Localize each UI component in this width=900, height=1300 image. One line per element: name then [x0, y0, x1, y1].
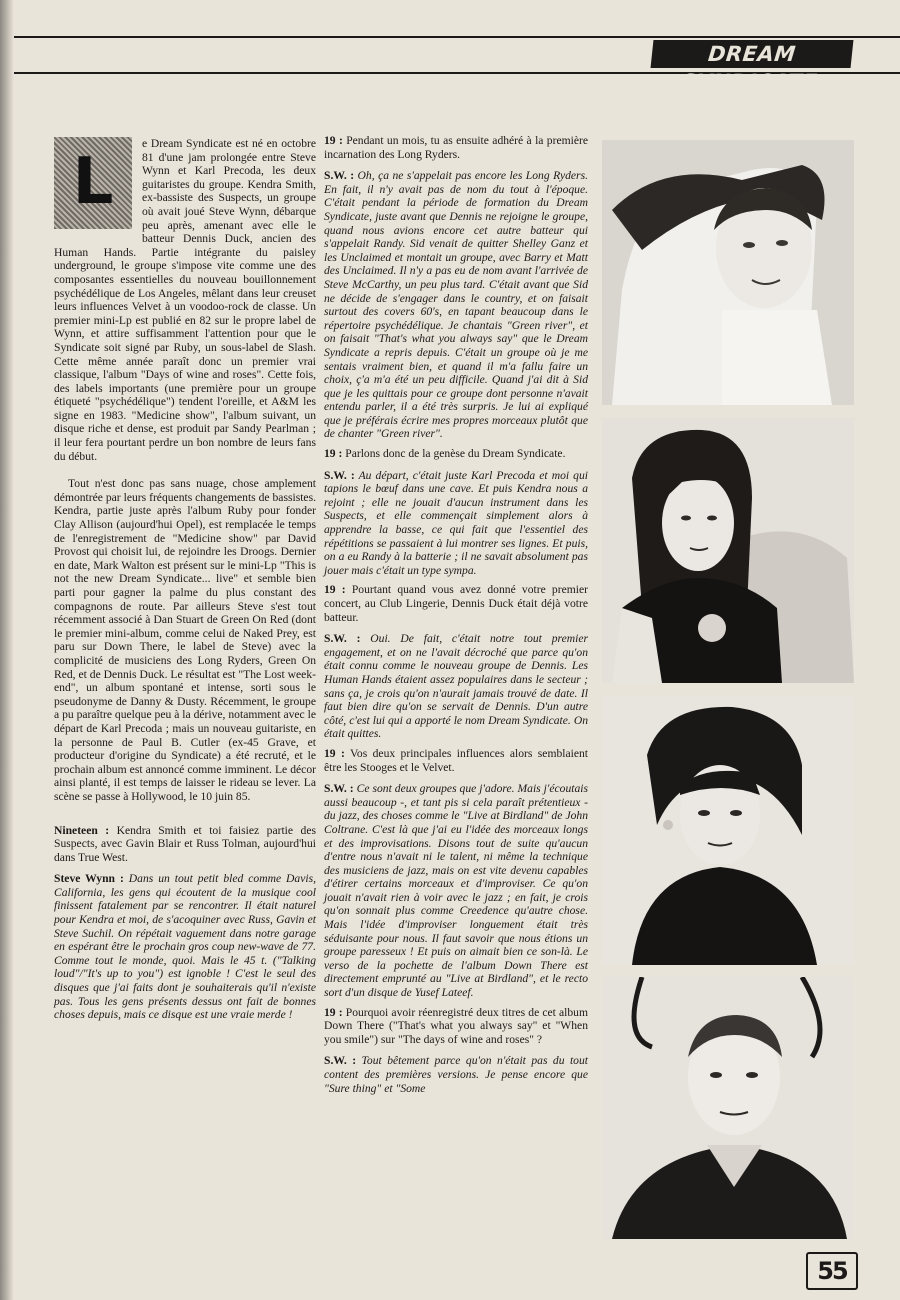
speaker-label: 19 : — [324, 746, 345, 760]
question-1 — [54, 824, 316, 865]
answer-6 — [324, 1054, 588, 1095]
question-4 — [324, 583, 588, 624]
page-spine-shadow — [0, 0, 14, 1300]
answer-4 — [324, 632, 588, 741]
answer-1 — [54, 872, 316, 1022]
question-text: Vos deux principales influences alors semblaient être les Stooges et le Velvet. — [324, 746, 589, 774]
answer-text: Oh, ça ne s'appelait pas encore les Long Ryders. En fait, il n'y avait pas de nom du tout à l'époque. C'était pendant la période de formation du Dream Syndicate, juste avant que Dennis ne rejoigne le groupe, quand nous avions encore cet autre batteur qui s'appelait Randy. Sid venait de quitter Shelley Ganz et les Unclaimed et montait un groupe, avec Barry et Matt des Unclaimed. Il n'y a pas eu de nom avant l'arrivée de Steve McCarthy, un peu plus tard. C'était avant que Sid ne décide de s'engager dans le country, et on faisait surtout des covers 60's, en tapant beaucoup dans le répertoire psychédélique. Je chantais "Green river", et on faisait "That's what you always say" que le Dream Syndicate a repris depuis. C'était un groupe où je me sentais vraiment bien, et quand il m'a fallu faire un choix, ç'a m'a été un peu difficile. Quand j'ai dit à Sid que je les quittais pour ce groupe dont personne n'avait entendu parler, il a été très surpris. Je lui ai expliqué que je préférais écrire mes propres morceaux plutôt que de chanter "Green river". — [324, 169, 588, 441]
speaker-label: 19 : — [324, 1005, 343, 1019]
interview-column — [324, 134, 588, 1101]
question-2 — [324, 134, 588, 161]
photo-band-member-4 — [602, 977, 854, 1239]
question-text: Kendra Smith et toi faisiez partie des Suspects, avec Gavin Blair et Russ Tolman, aujourd'hui dans True West. — [54, 823, 316, 864]
answer-text: Oui. De fait, c'était notre tout premier engagement, et on ne l'avait décroché que parce qu'on était connu comme le nouveau groupe de Dennis. Les Human Hands étaient assez populaires dans le secteur ; sans ça, je crois qu'on n'aurait jamais trouvé de date. Il faut bien dire qu'on se servait de Dennis. D'un autre côté, c'est lui qui a apporté le nom Dream Syndicate. On était quittes. — [324, 632, 588, 741]
question-text: Parlons donc de la genèse du Dream Syndicate. — [342, 447, 566, 461]
speaker-label: S.W. : — [324, 1054, 357, 1068]
intro-text-1: e Dream Syndicate est né en octobre 81 d'une jam prolongée entre Steve Wynn et Karl Precoda, les deux guitaristes du groupe. Kendra Smith, ex-bassiste des Suspects, un groupe où avait joué Steve Wynn, débarque peu après, amenant avec elle le batteur Dennis Duck, ancien des Human Hands. Partie intégrante du paisley underground, le groupe s'impose vite comme une des composantes essentielles du nouveau bouillonnement psychédélique de Los Angeles, mêlant dans leur creuset leurs influences Velvet à un voodoo-rock de classe. Un premier mini-Lp est publié en 82 sur le propre label de Wynn, et attire suffisamment l'attention pour que le Syndicate soit signé par Ruby, un sous-label de Slash. Cette même année paraît donc un premier vrai classique, l'album "Days of wine and roses". Cette fois, des labels importants (une première pour un groupe étiqueté "psychédélique") tendent l'oreille, et A&M les signe en 1983. "Medicine show", l'album suivant, un disque riche et dense, est produit par Sandy Pearlman ; il leur fera pourtant perdre un bon nombre de leurs fans du début. — [54, 137, 316, 463]
speaker-label: S.W. : — [324, 468, 355, 482]
answer-text: Ce sont deux groupes que j'adore. Mais j'écoutais aussi beaucoup -, et tant pis si cela paraît prétentieux - du jazz, des choses comme le "Live at Birdland" de John Coltrane. C'est là que j'ai eu l'idée des morceaux longs et des improvisations. Disons tout de suite qu'aucun d'entre nous n'avait ni le talent, ni même la technique des musiciens de jazz, mais on est vite devenu capables d'étirer certains morceaux et d'improviser. Ce qu'on jouait n'avait rien à voir avec le jazz ; en fait, je crois qu'on sonnait plus comme Creedence qu'autre chose. Mais l'idée d'improviser longuement était très séduisante pour nous. Il faut savoir que nous étions un groupe paresseux ! Et puis on aimait bien ce son-là. Le verso de la pochette de l'album Down There est directement emprunté au "Live at Birdland", et le recto sort d'un disque de Yusef Lateef. — [324, 782, 588, 1000]
question-text: Pourquoi avoir réenregistré deux titres de cet album Down There ("That's what you always say" et "When you smile") sur "The days of wine and roses" ? — [324, 1005, 588, 1046]
answer-text: Tout bêtement parce qu'on n'était pas du tout content des premières versions. Je pense encore que "Sure thing" et "Some — [324, 1054, 588, 1095]
dropcap-letter: L — [54, 137, 132, 229]
header-rule-top — [14, 36, 900, 38]
speaker-label: 19 : — [324, 583, 346, 597]
speaker-label: S.W. : — [324, 782, 354, 796]
speaker-label: S.W. : — [324, 169, 355, 183]
question-5 — [324, 747, 588, 774]
answer-3 — [324, 469, 588, 578]
intro-paragraph-1 — [54, 137, 316, 463]
answer-text: Dans un tout petit bled comme Davis, California, les gens qui écoutent de la musique cool finissent fatalement par se rencontrer. Il était naturel pour Kendra et moi, de s'acoquiner avec Russ, Gavin et Steve Suchil. On répétait vaguement dans notre garage en espérant être le prochain gros coup new-wave de 77. Comme tout le monde, quoi. Mais le 45 t. ("Talking loud"/"It's up to you") est ignoble ! C'est le seul des disques que j'ai faits dont je souhaiterais qu'il n'existe pas. Tous les gens présents dessus ont fait de bonnes choses depuis, mais ce disque est une vraie merde ! — [54, 872, 316, 1022]
answer-5 — [324, 782, 588, 1000]
speaker-label: 19 : — [324, 134, 343, 147]
answer-text: Au départ, c'était juste Karl Precoda et moi qui tapions le bœuf dans une cave. Et puis Kendra nous a rejoint ; elle ne jouait d'aucun instrument dans les Suspects, et elle commençait simplement alors à apprendre la basse, ce qui fait que l'essentiel des répétitions se passaient à lui montrer ses lignes. Et puis, on a eu Randy à la batterie ; il ne savait absolument pas jouer mais c'était un type sympa. — [324, 468, 588, 577]
speaker-label: Nineteen : — [54, 823, 110, 837]
intro-column — [54, 137, 316, 1028]
answer-2 — [324, 169, 588, 441]
photo-band-member-2 — [602, 418, 854, 683]
intro-paragraph-2: Tout n'est donc pas sans nuage, chose amplement démontrée par leurs fréquents changements de bassistes. Kendra, partie juste après l'album Ruby pour fonder Clay Allison (aujourd'hui Opel), est remplacée le temps de l'enregistrement de "Medicine show" par David Provost qui choisit lui, de rejoindre les Droogs. Dernier en date, Mark Walton est présent sur le mini-Lp "This is not the new Dream Syndicate... live" et semble bien parti pour gagner la palme du plus constant des compagnons de route. Par ailleurs Steve s'est tout récemment associé à Dan Stuart de Green On Red (dont le premier mini-album, comme celui de Naked Prey, est paru sur Down There, le label de Steve) avec la complicité de musiciens des Long Ryders, Green On Red, et de Dennis Duck. Le résultat est "The Lost week-end", un album spontané et intense, sorti sous le pseudonyme de Danny & Dusty. Récemment, le groupe a pu paraître quelque peu à la dérive, notamment avec le départ de Karl Precoda ; mais un nouveau guitariste, en la personne de Paul B. Cutler (ex-45 Grave, et producteur d'origine du Syndicate) a été recruté, et le prochain album est annoncé comme imminent. Le décor ainsi planté, il est temps de laisser le rideau se lever. La scène se passe à Hollywood, le 10 juin 85. — [54, 477, 316, 803]
speaker-label: S.W. : — [324, 632, 361, 646]
question-text: Pourtant quand vous avez donné votre premier concert, au Club Lingerie, Dennis Duck était déjà votre batteur. — [324, 583, 588, 624]
band-logo: DREAM SYNDICATE — [651, 40, 854, 68]
photo-band-member-3 — [602, 695, 854, 965]
page-number: 55 — [806, 1252, 858, 1290]
question-6 — [324, 1006, 588, 1047]
speaker-label: Steve Wynn : — [54, 872, 124, 886]
photo-band-member-1 — [602, 140, 854, 405]
question-text: Pendant un mois, tu as ensuite adhéré à la première incarnation des Long Ryders. — [324, 134, 588, 161]
speaker-label: 19 : — [324, 447, 343, 461]
question-3 — [324, 447, 588, 461]
